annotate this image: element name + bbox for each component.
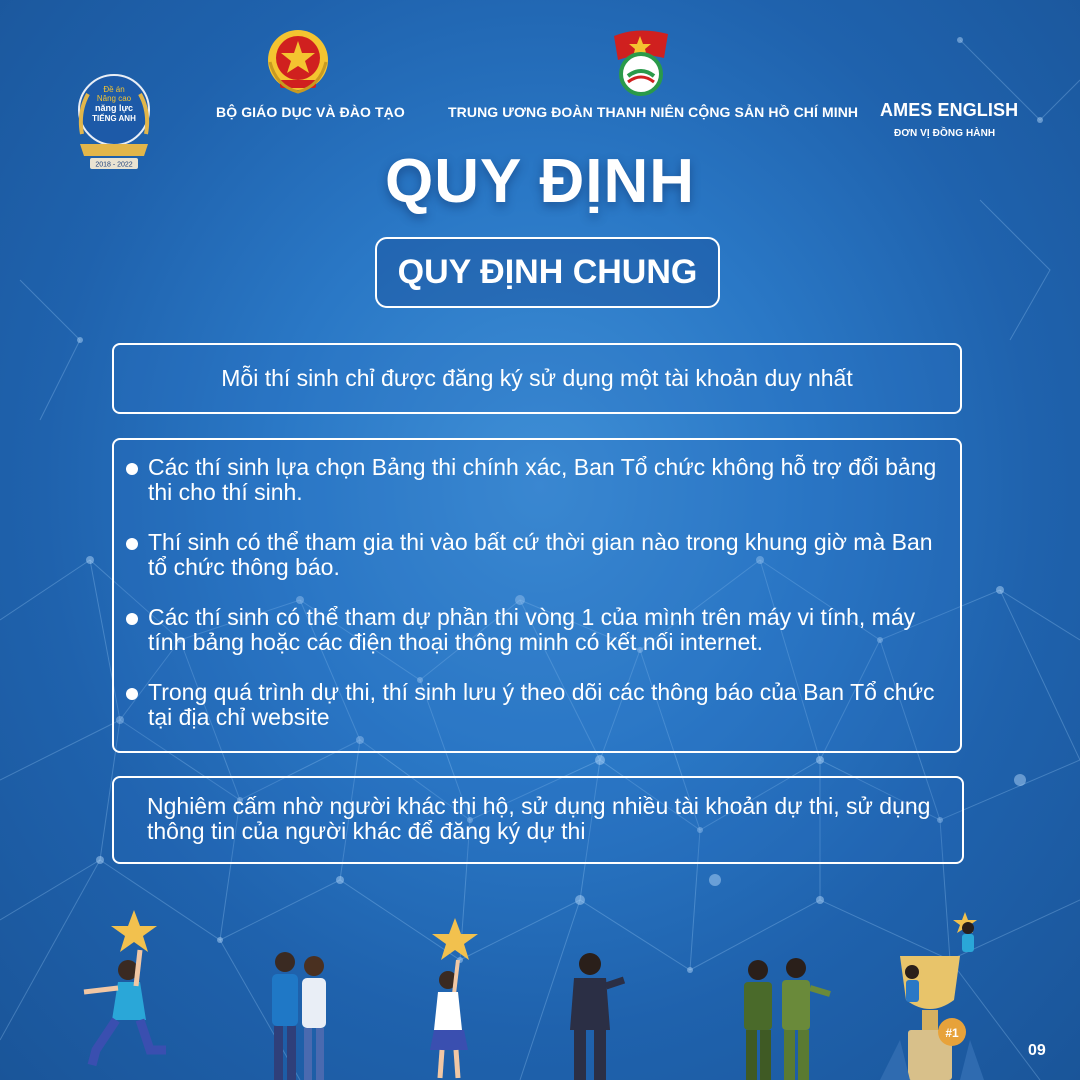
- list-item: [126, 455, 946, 505]
- rule-text: Các thí sinh có thể tham dự phần thi vòng 1 của mình trên máy vi tính, máy tính bảng hoặc các điện thoại thông minh có kết nối internet.: [148, 604, 916, 655]
- bullet-dot-icon: [126, 463, 138, 475]
- page-number: 09: [1028, 1042, 1046, 1059]
- program-logo-line3: năng lực: [94, 103, 134, 113]
- list-item: [126, 530, 946, 580]
- bullet-dot-icon: [126, 688, 138, 700]
- person-figure: [744, 960, 772, 1080]
- list-item: [126, 605, 946, 655]
- person-figure: [272, 952, 298, 1080]
- prohibition-rule-box: [112, 776, 964, 864]
- star-icon: [111, 910, 157, 952]
- person-figure: [782, 958, 830, 1080]
- trophy-badge: #1: [945, 1026, 959, 1040]
- program-logo-years: 2018 - 2022: [95, 161, 133, 169]
- rules-list-box: [112, 438, 962, 753]
- program-logo-line1: Đề án: [103, 85, 125, 94]
- partner-role: ĐƠN VỊ ĐỒNG HÀNH: [894, 128, 996, 139]
- person-figure: [84, 950, 166, 1065]
- list-item: [126, 680, 946, 730]
- single-account-rule: Mỗi thí sinh chỉ được đăng ký sử dụng một tài khoản duy nhất: [221, 365, 853, 391]
- person-figure: [905, 965, 919, 1002]
- rule-text: Các thí sinh lựa chọn Bảng thi chính xác, Ban Tổ chức không hỗ trợ đổi bảng thi cho thí sinh.: [148, 454, 937, 505]
- section-title-box: [375, 237, 720, 308]
- person-figure: [570, 953, 624, 1080]
- person-figure: [962, 922, 974, 952]
- page-title: QUY ĐỊNH: [384, 147, 695, 216]
- person-figure: [430, 960, 468, 1078]
- person-figure: [302, 956, 326, 1080]
- people-illustration: [0, 900, 1080, 1080]
- section-title: QUY ĐỊNH CHUNG: [397, 253, 698, 291]
- trophy-icon: [880, 956, 984, 1080]
- rule-text: Trong quá trình dự thi, thí sinh lưu ý theo dõi các thông báo của Ban Tổ chức tại địa chỉ website: [148, 679, 935, 730]
- prohibition-rule: Nghiêm cấm nhờ người khác thi hộ, sử dụng nhiều tài khoản dự thi, sử dụng thông tin của người khác để đăng ký dự thi: [147, 793, 931, 844]
- program-logo-line2: Nâng cao: [96, 94, 132, 103]
- ministry-name: BỘ GIÁO DỤC VÀ ĐÀO TẠO: [216, 104, 405, 120]
- youth-union-flag-icon: [608, 26, 674, 98]
- program-logo-line4: TIẾNG ANH: [92, 114, 136, 123]
- national-emblem-icon: [266, 28, 330, 96]
- bullet-dot-icon: [126, 538, 138, 550]
- bullet-dot-icon: [126, 613, 138, 625]
- single-account-rule-box: [112, 343, 962, 414]
- union-name: TRUNG ƯƠNG ĐOÀN THANH NIÊN CỘNG SẢN HỒ CHÍ MINH: [448, 104, 859, 120]
- star-icon: [432, 918, 478, 960]
- rule-text: Thí sinh có thể tham gia thi vào bất cứ thời gian nào trong khung giờ mà Ban tổ chức thông báo.: [148, 529, 933, 580]
- partner-name: AMES ENGLISH: [880, 100, 1019, 120]
